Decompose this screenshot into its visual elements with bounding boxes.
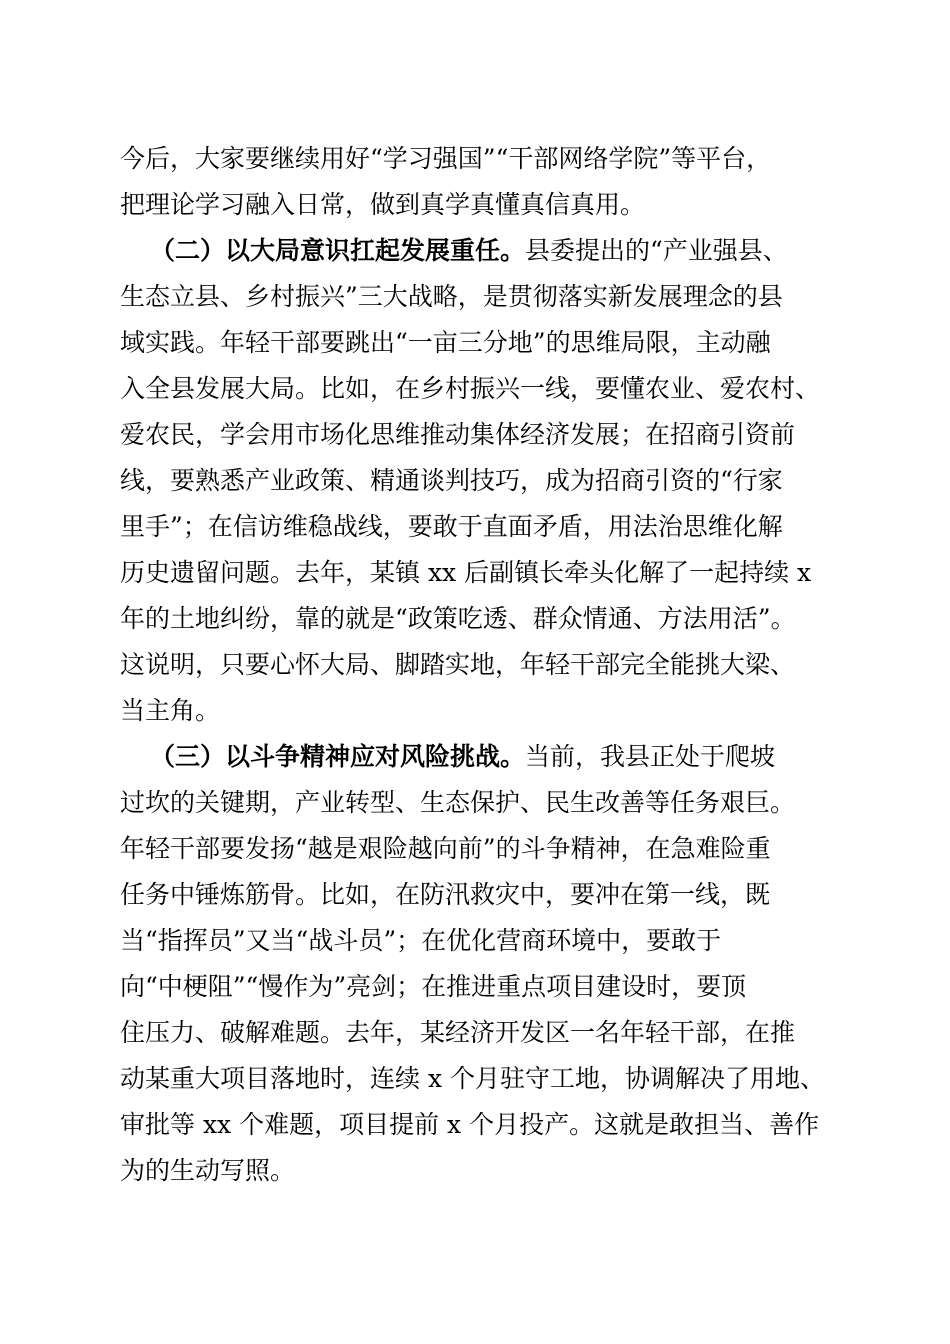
- paragraph-line: 向“中梗阻”“慢作为”亮剑；在推进重点项目建设时，要顶: [120, 972, 747, 1001]
- paragraph-line: 历史遗留问题。去年，某镇 xx 后副镇长牵头化解了一起持续 x: [120, 558, 812, 587]
- paragraph-line: 住压力、破解难题。去年，某经济开发区一名年轻干部，在推: [120, 1018, 796, 1047]
- section-3-first-line: [150, 737, 775, 777]
- section-3-heading: （三）以斗争精神应对风险挑战。: [150, 742, 526, 771]
- section-2-text: 县委提出的“产业强县、: [525, 236, 788, 265]
- paragraph-line: 这说明，只要心怀大局、脚踏实地，年轻干部完全能挑大梁、: [120, 650, 796, 679]
- paragraph-line: 为的生动写照。: [120, 1156, 296, 1185]
- paragraph-line: 里手”；在信访维稳战线，要敢于直面矛盾，用法治思维化解: [120, 512, 783, 541]
- paragraph-line: 生态立县、乡村振兴”三大战略，是贯彻落实新发展理念的县: [120, 282, 783, 311]
- paragraph-line: 当主角。: [120, 696, 221, 725]
- paragraph-line: 域实践。年轻干部要跳出“一亩三分地”的思维局限，主动融: [120, 328, 771, 357]
- paragraph-line: 把理论学习融入日常，做到真学真懂真信真用。: [120, 190, 646, 219]
- paragraph-line: 年轻干部要发扬“越是艰险越向前”的斗争精神，在急难险重: [120, 834, 771, 863]
- paragraph-line: 审批等 xx 个难题，项目提前 x 个月投产。这就是敢担当、善作: [120, 1110, 820, 1139]
- paragraph-line: 任务中锤炼筋骨。比如，在防汛救灾中，要冲在第一线，既: [120, 880, 771, 909]
- paragraph-line: 当“指挥员”又当“战斗员”；在优化营商环境中，要敢于: [120, 926, 722, 955]
- section-2-first-line: [150, 231, 788, 271]
- paragraph-line: 年的土地纠纷，靠的就是“政策吃透、群众情通、方法用活”。: [120, 604, 796, 633]
- paragraph-line: 爱农民，学会用市场化思维推动集体经济发展；在招商引资前: [120, 420, 796, 449]
- section-2-heading: （二）以大局意识扛起发展重任。: [150, 236, 526, 265]
- paragraph-line: 动某重大项目落地时，连续 x 个月驻守工地，协调解决了用地、: [120, 1064, 825, 1093]
- section-3-text: 当前，我县正处于爬坡: [525, 742, 776, 771]
- paragraph-line: 入全县发展大局。比如，在乡村振兴一线，要懂农业、爱农村、: [120, 374, 821, 403]
- paragraph-line: 线，要熟悉产业政策、精通谈判技巧，成为招商引资的“行家: [120, 466, 783, 495]
- paragraph-line: 过坎的关键期，产业转型、生态保护、民生改善等任务艰巨。: [120, 788, 796, 817]
- paragraph-line: 今后，大家要继续用好“学习强国”“干部网络学院”等平台，: [120, 144, 772, 173]
